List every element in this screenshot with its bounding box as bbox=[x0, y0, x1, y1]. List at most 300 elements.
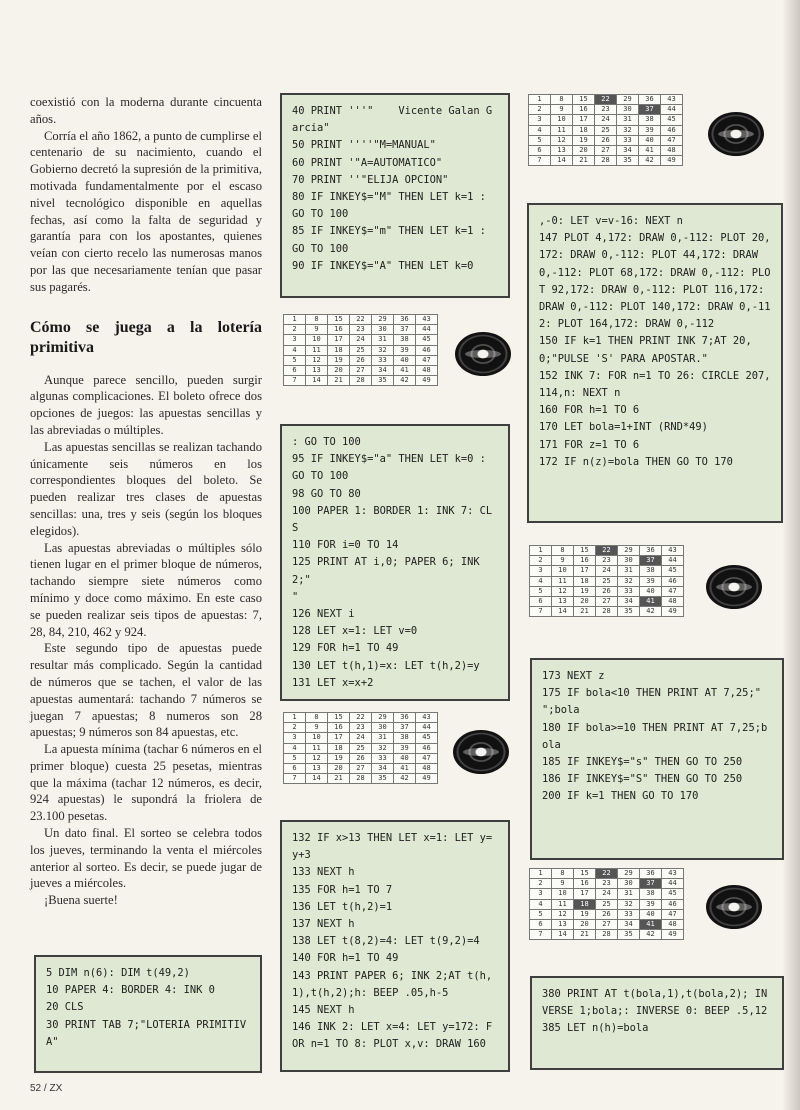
grid-cell: 1 bbox=[529, 95, 551, 105]
grid-cell: 39 bbox=[640, 576, 662, 586]
grid-cell: 37 bbox=[640, 879, 662, 889]
code-line: 5 DIM n(6): DIM t(49,2) bbox=[46, 967, 190, 979]
grid-cell: 41 bbox=[394, 763, 416, 773]
grid-cell: 11 bbox=[552, 899, 574, 909]
grid-row bbox=[530, 919, 684, 929]
grid-cell: 5 bbox=[530, 909, 552, 919]
grid-cell: 39 bbox=[394, 743, 416, 753]
code-line: 130 LET t(h,1)=x: LET t(h,2)=y bbox=[292, 659, 480, 672]
grid-row bbox=[284, 723, 438, 733]
grid-cell: 4 bbox=[529, 125, 551, 135]
grid-row bbox=[284, 376, 438, 386]
grid-cell: 21 bbox=[574, 930, 596, 940]
grid-cell: 48 bbox=[662, 596, 684, 606]
grid-cell: 20 bbox=[574, 596, 596, 606]
grid-cell: 10 bbox=[551, 115, 573, 125]
grid-cell: 15 bbox=[328, 713, 350, 723]
grid-cell: 6 bbox=[284, 763, 306, 773]
grid-cell: 18 bbox=[573, 125, 595, 135]
code-line: 136 LET t(h,2)=1 bbox=[292, 900, 393, 913]
grid-row bbox=[530, 909, 684, 919]
grid-cell: 44 bbox=[662, 556, 684, 566]
code-line: 60 PRINT '"A=AUTOMATICO" bbox=[292, 156, 443, 169]
grid-cell: 22 bbox=[350, 315, 372, 325]
grid-cell: 1 bbox=[530, 869, 552, 879]
lottery-drum-image bbox=[453, 730, 509, 774]
grid-cell: 38 bbox=[394, 733, 416, 743]
grid-cell: 12 bbox=[551, 135, 573, 145]
grid-cell: 32 bbox=[618, 899, 640, 909]
grid-cell: 36 bbox=[640, 546, 662, 556]
grid-row bbox=[530, 930, 684, 940]
grid-cell: 23 bbox=[596, 556, 618, 566]
code-line: 10 PAPER 4: BORDER 4: INK 0 bbox=[46, 984, 215, 997]
grid-cell: 32 bbox=[372, 743, 394, 753]
grid-cell: 10 bbox=[552, 566, 574, 576]
grid-cell: 44 bbox=[662, 879, 684, 889]
grid-cell: 7 bbox=[529, 156, 551, 166]
grid-cell: 42 bbox=[394, 376, 416, 386]
grid-cell: 6 bbox=[529, 145, 551, 155]
grid-cell: 15 bbox=[574, 546, 596, 556]
code-line: 147 PLOT 4,172: DRAW 0,-112: PLOT 20,172: DRAW 0,-112: PLOT 44,172: DRAW 0,-112: PLOT 68,172: DRAW 0,-112: PLOT 92,172: DRAW 0,-112: PLOT 116,172: DRAW 0,-112: PLOT 140,172: DRAW 0,-112: PLOT 164,172: DRAW 0,-112 bbox=[539, 232, 771, 331]
code-listing-1 bbox=[34, 955, 262, 1073]
grid-row bbox=[284, 355, 438, 365]
grid-cell: 45 bbox=[661, 115, 683, 125]
grid-row bbox=[284, 345, 438, 355]
grid-cell: 22 bbox=[596, 869, 618, 879]
code-line: 80 IF INKEY$="M" THEN LET k=1 : GO TO 100 bbox=[292, 191, 493, 221]
grid-cell: 16 bbox=[574, 879, 596, 889]
grid-cell: 47 bbox=[662, 586, 684, 596]
grid-row bbox=[530, 546, 684, 556]
grid-cell: 9 bbox=[306, 325, 328, 335]
grid-cell: 30 bbox=[372, 325, 394, 335]
grid-cell: 5 bbox=[284, 355, 306, 365]
grid-cell: 45 bbox=[416, 335, 438, 345]
grid-cell: 49 bbox=[416, 774, 438, 784]
code-line: 133 NEXT h bbox=[292, 866, 355, 879]
article-column bbox=[30, 94, 262, 909]
grid-cell: 38 bbox=[639, 115, 661, 125]
code-line: 172 IF n(z)=bola THEN GO TO 170 bbox=[539, 455, 733, 468]
grid-cell: 3 bbox=[284, 733, 306, 743]
grid-cell: 31 bbox=[372, 733, 394, 743]
grid-cell: 34 bbox=[618, 596, 640, 606]
grid-cell: 16 bbox=[328, 723, 350, 733]
code-listing-4 bbox=[280, 820, 510, 1072]
lottery-grid-3 bbox=[529, 545, 684, 617]
grid-cell: 10 bbox=[306, 335, 328, 345]
code-line: 90 IF INKEY$="A" THEN LET k=0 bbox=[292, 259, 474, 272]
grid-cell: 39 bbox=[639, 125, 661, 135]
grid-cell: 26 bbox=[350, 753, 372, 763]
grid-cell: 48 bbox=[416, 365, 438, 375]
code-listing-6 bbox=[530, 658, 784, 860]
grid-cell: 15 bbox=[573, 95, 595, 105]
grid-cell: 14 bbox=[551, 156, 573, 166]
grid-row bbox=[530, 879, 684, 889]
grid-cell: 43 bbox=[662, 546, 684, 556]
code-line: 186 IF INKEY$="S" THEN GO TO 250 bbox=[542, 773, 743, 786]
code-line: 160 FOR h=1 TO 6 bbox=[539, 404, 640, 417]
grid-cell: 8 bbox=[552, 546, 574, 556]
grid-cell: 31 bbox=[617, 115, 639, 125]
grid-cell: 5 bbox=[529, 135, 551, 145]
grid-cell: 31 bbox=[618, 889, 640, 899]
code-listing-5 bbox=[527, 203, 783, 523]
grid-cell: 35 bbox=[617, 156, 639, 166]
grid-cell: 27 bbox=[350, 365, 372, 375]
code-line: 180 IF bola>=10 THEN PRINT AT 7,25;bola bbox=[542, 721, 768, 751]
grid-cell: 47 bbox=[416, 355, 438, 365]
article-paragraph: coexistió con la moderna durante cincuenta años. bbox=[30, 95, 262, 126]
article-paragraph: Las apuestas sencillas se realizan tachando únicamente seis números en los correspondientes bloques del boleto. Se pueden realizar tres clases de apuestas sencillas: una, tres y seis (según los bloques elegidos). bbox=[30, 439, 262, 538]
lottery-drum-image bbox=[706, 565, 762, 609]
grid-cell: 19 bbox=[328, 355, 350, 365]
grid-cell: 38 bbox=[640, 566, 662, 576]
grid-row bbox=[284, 325, 438, 335]
grid-row bbox=[284, 365, 438, 375]
grid-cell: 45 bbox=[416, 733, 438, 743]
grid-cell: 35 bbox=[372, 774, 394, 784]
grid-cell: 11 bbox=[306, 743, 328, 753]
grid-cell: 21 bbox=[328, 376, 350, 386]
grid-cell: 8 bbox=[552, 869, 574, 879]
grid-cell: 45 bbox=[662, 566, 684, 576]
article-paragraph: Este segundo tipo de apuestas puede resultar más complicado. Según la cantidad de números que se tachen, el valor de las apuestas aumentará: tachando 7 números se juegan 7 apuestas; 8 numeros son 28 apuestas; 9 números son 84 apuestas, etc. bbox=[30, 641, 262, 740]
grid-cell: 11 bbox=[551, 125, 573, 135]
grid-cell: 27 bbox=[350, 763, 372, 773]
grid-row bbox=[284, 763, 438, 773]
code-line: 200 IF k=1 THEN GO TO 170 bbox=[542, 790, 699, 803]
lottery-grid-5 bbox=[529, 868, 684, 940]
grid-cell: 26 bbox=[596, 909, 618, 919]
grid-cell: 44 bbox=[416, 325, 438, 335]
grid-cell: 42 bbox=[639, 156, 661, 166]
grid-cell: 28 bbox=[596, 607, 618, 617]
grid-cell: 7 bbox=[530, 930, 552, 940]
code-listing-2 bbox=[280, 93, 510, 298]
grid-cell: 19 bbox=[573, 135, 595, 145]
grid-cell: 28 bbox=[350, 376, 372, 386]
article-paragraph: Corría el año 1862, a punto de cumplirse el centenario de su nacimiento, cuando el Gobierno decretó la supresión de la primitiva, motivada fundamentalmente por el escaso nivel tecnológico disponible en aquellas fechas, así como la falta de seguridad y garantía para con los apostantes, quienes veían con cierto recelo las numerosas manos por las que necesariamente tenían que pasar sus pagarés. bbox=[30, 128, 262, 294]
lottery-drum-image bbox=[455, 332, 511, 376]
grid-cell: 48 bbox=[416, 763, 438, 773]
code-line: 98 GO TO 80 bbox=[292, 487, 361, 500]
grid-cell: 24 bbox=[596, 566, 618, 576]
grid-row bbox=[284, 733, 438, 743]
grid-cell: 2 bbox=[530, 556, 552, 566]
lottery-drum-image bbox=[708, 112, 764, 156]
grid-cell: 1 bbox=[530, 546, 552, 556]
code-line: 380 PRINT AT t(bola,1),t(bola,2); INVERSE 1;bola;: INVERSE 0: BEEP .5,12 bbox=[542, 988, 768, 1018]
grid-cell: 3 bbox=[284, 335, 306, 345]
grid-cell: 25 bbox=[350, 345, 372, 355]
code-line: 30 PRINT TAB 7;"LOTERIA PRIMITIVA" bbox=[46, 1018, 247, 1048]
grid-cell: 45 bbox=[662, 889, 684, 899]
code-line: 110 FOR i=0 TO 14 bbox=[292, 539, 399, 552]
grid-cell: 43 bbox=[662, 869, 684, 879]
grid-cell: 12 bbox=[306, 753, 328, 763]
code-line: 100 PAPER 1: BORDER 1: INK 7: CLS bbox=[292, 504, 493, 535]
grid-cell: 33 bbox=[618, 909, 640, 919]
grid-cell: 9 bbox=[306, 723, 328, 733]
grid-cell: 34 bbox=[372, 763, 394, 773]
grid-cell: 46 bbox=[416, 743, 438, 753]
code-line: 145 NEXT h bbox=[292, 1004, 355, 1017]
grid-cell: 17 bbox=[328, 335, 350, 345]
grid-cell: 18 bbox=[328, 345, 350, 355]
grid-cell: 9 bbox=[552, 556, 574, 566]
code-listing-7 bbox=[530, 976, 784, 1070]
grid-cell: 19 bbox=[328, 753, 350, 763]
grid-cell: 8 bbox=[306, 315, 328, 325]
code-line: 150 IF k=1 THEN PRINT INK 7;AT 20,0;"PULSE 'S' PARA APOSTAR." bbox=[539, 335, 752, 365]
grid-cell: 37 bbox=[639, 105, 661, 115]
grid-row bbox=[529, 105, 683, 115]
grid-row bbox=[530, 586, 684, 596]
grid-cell: 7 bbox=[284, 376, 306, 386]
code-line: 126 NEXT i bbox=[292, 608, 355, 621]
grid-cell: 49 bbox=[661, 156, 683, 166]
grid-row bbox=[529, 125, 683, 135]
code-line: 135 FOR h=1 TO 7 bbox=[292, 883, 393, 896]
grid-cell: 36 bbox=[640, 869, 662, 879]
code-line: 85 IF INKEY$="m" THEN LET k=1 : GO TO 100 bbox=[292, 225, 493, 255]
grid-cell: 7 bbox=[530, 607, 552, 617]
grid-cell: 15 bbox=[574, 869, 596, 879]
grid-cell: 14 bbox=[552, 930, 574, 940]
grid-cell: 16 bbox=[574, 556, 596, 566]
grid-cell: 11 bbox=[552, 576, 574, 586]
code-line: 170 LET bola=1+INT (RND*49) bbox=[539, 421, 708, 434]
grid-row bbox=[529, 95, 683, 105]
code-line: 152 INK 7: FOR n=1 TO 26: CIRCLE 207,114,n: NEXT n bbox=[539, 369, 771, 400]
grid-cell: 43 bbox=[416, 713, 438, 723]
grid-cell: 17 bbox=[574, 566, 596, 576]
grid-cell: 10 bbox=[552, 889, 574, 899]
grid-cell: 6 bbox=[530, 919, 552, 929]
grid-cell: 27 bbox=[596, 919, 618, 929]
grid-cell: 23 bbox=[595, 105, 617, 115]
code-line: 129 FOR h=1 TO 49 bbox=[292, 642, 399, 655]
grid-cell: 31 bbox=[372, 335, 394, 345]
page-edge-shadow bbox=[782, 0, 800, 1110]
grid-cell: 18 bbox=[328, 743, 350, 753]
grid-cell: 44 bbox=[661, 105, 683, 115]
grid-cell: 13 bbox=[306, 763, 328, 773]
grid-cell: 21 bbox=[328, 774, 350, 784]
code-line: 138 LET t(8,2)=4: LET t(9,2)=4 bbox=[292, 935, 480, 948]
grid-cell: 15 bbox=[328, 315, 350, 325]
grid-row bbox=[529, 115, 683, 125]
grid-cell: 6 bbox=[284, 365, 306, 375]
grid-cell: 33 bbox=[372, 355, 394, 365]
grid-cell: 20 bbox=[328, 763, 350, 773]
code-line: 137 NEXT h bbox=[292, 918, 355, 931]
grid-row bbox=[529, 145, 683, 155]
grid-row bbox=[530, 576, 684, 586]
grid-cell: 31 bbox=[618, 566, 640, 576]
grid-cell: 24 bbox=[350, 335, 372, 345]
grid-cell: 35 bbox=[618, 930, 640, 940]
grid-cell: 40 bbox=[640, 586, 662, 596]
code-line: : GO TO 100 bbox=[292, 436, 361, 448]
grid-cell: 23 bbox=[596, 879, 618, 889]
grid-cell: 19 bbox=[574, 586, 596, 596]
grid-cell: 5 bbox=[530, 586, 552, 596]
grid-cell: 4 bbox=[530, 899, 552, 909]
grid-cell: 46 bbox=[416, 345, 438, 355]
grid-cell: 40 bbox=[639, 135, 661, 145]
grid-cell: 21 bbox=[573, 156, 595, 166]
grid-cell: 33 bbox=[617, 135, 639, 145]
grid-row bbox=[284, 713, 438, 723]
code-line: 128 LET x=1: LET v=0 bbox=[292, 625, 418, 638]
grid-cell: 22 bbox=[596, 546, 618, 556]
grid-cell: 49 bbox=[416, 376, 438, 386]
grid-cell: 3 bbox=[530, 889, 552, 899]
grid-cell: 2 bbox=[530, 879, 552, 889]
grid-cell: 40 bbox=[640, 909, 662, 919]
grid-cell: 22 bbox=[350, 713, 372, 723]
grid-cell: 24 bbox=[596, 889, 618, 899]
grid-cell: 1 bbox=[284, 315, 306, 325]
grid-cell: 12 bbox=[552, 909, 574, 919]
grid-cell: 32 bbox=[372, 345, 394, 355]
grid-cell: 35 bbox=[372, 376, 394, 386]
grid-cell: 42 bbox=[640, 930, 662, 940]
lottery-grid-4 bbox=[283, 712, 438, 784]
grid-cell: 49 bbox=[662, 607, 684, 617]
code-line: 185 IF INKEY$="s" THEN GO TO 250 bbox=[542, 756, 743, 769]
grid-cell: 17 bbox=[574, 889, 596, 899]
code-listing-3 bbox=[280, 424, 510, 701]
grid-row bbox=[529, 156, 683, 166]
grid-row bbox=[284, 753, 438, 763]
code-line: 70 PRINT ''"ELIJA OPCION" bbox=[292, 173, 449, 186]
grid-cell: 47 bbox=[416, 753, 438, 763]
grid-cell: 13 bbox=[552, 596, 574, 606]
code-line: 40 PRINT '''" Vicente Galan Garcia" bbox=[292, 105, 493, 135]
lottery-grid-2 bbox=[283, 314, 438, 386]
grid-row bbox=[284, 743, 438, 753]
grid-cell: 47 bbox=[661, 135, 683, 145]
grid-cell: 36 bbox=[394, 713, 416, 723]
grid-cell: 7 bbox=[284, 774, 306, 784]
grid-cell: 46 bbox=[662, 899, 684, 909]
grid-cell: 46 bbox=[662, 576, 684, 586]
lottery-grid-1 bbox=[528, 94, 683, 166]
article-paragraph: ¡Buena suerte! bbox=[44, 893, 118, 908]
grid-cell: 30 bbox=[618, 879, 640, 889]
grid-cell: 24 bbox=[595, 115, 617, 125]
grid-cell: 9 bbox=[552, 879, 574, 889]
grid-cell: 22 bbox=[595, 95, 617, 105]
grid-cell: 17 bbox=[573, 115, 595, 125]
grid-cell: 25 bbox=[596, 576, 618, 586]
grid-cell: 36 bbox=[394, 315, 416, 325]
grid-cell: 6 bbox=[530, 596, 552, 606]
grid-cell: 17 bbox=[328, 733, 350, 743]
grid-cell: 19 bbox=[574, 909, 596, 919]
grid-row bbox=[530, 566, 684, 576]
grid-cell: 2 bbox=[284, 325, 306, 335]
grid-cell: 12 bbox=[552, 586, 574, 596]
grid-cell: 8 bbox=[551, 95, 573, 105]
grid-cell: 30 bbox=[618, 556, 640, 566]
code-line: ,-0: LET v=v-16: NEXT n bbox=[539, 215, 683, 227]
grid-cell: 36 bbox=[639, 95, 661, 105]
grid-cell: 21 bbox=[574, 607, 596, 617]
grid-cell: 40 bbox=[394, 753, 416, 763]
grid-cell: 13 bbox=[552, 919, 574, 929]
grid-cell: 23 bbox=[350, 723, 372, 733]
grid-cell: 2 bbox=[529, 105, 551, 115]
grid-cell: 26 bbox=[596, 586, 618, 596]
grid-cell: 39 bbox=[640, 899, 662, 909]
grid-cell: 26 bbox=[350, 355, 372, 365]
lottery-drum-image bbox=[706, 885, 762, 929]
grid-cell: 25 bbox=[350, 743, 372, 753]
article-heading: Cómo se juega a la lotería primitiva bbox=[30, 318, 262, 356]
grid-cell: 23 bbox=[350, 325, 372, 335]
grid-cell: 27 bbox=[596, 596, 618, 606]
grid-cell: 14 bbox=[552, 607, 574, 617]
grid-cell: 24 bbox=[350, 733, 372, 743]
grid-cell: 41 bbox=[394, 365, 416, 375]
grid-cell: 37 bbox=[394, 325, 416, 335]
grid-cell: 34 bbox=[618, 919, 640, 929]
grid-cell: 37 bbox=[640, 556, 662, 566]
grid-cell: 14 bbox=[306, 376, 328, 386]
code-line: 125 PRINT AT i,0; PAPER 6; INK 2;" " bbox=[292, 556, 499, 603]
grid-cell: 16 bbox=[328, 325, 350, 335]
grid-cell: 38 bbox=[640, 889, 662, 899]
grid-row bbox=[530, 889, 684, 899]
grid-cell: 29 bbox=[618, 546, 640, 556]
grid-cell: 29 bbox=[617, 95, 639, 105]
grid-cell: 33 bbox=[618, 586, 640, 596]
code-line: 175 IF bola<10 THEN PRINT AT 7,25;" ";bola bbox=[542, 687, 768, 717]
grid-cell: 30 bbox=[372, 723, 394, 733]
grid-cell: 18 bbox=[574, 576, 596, 586]
grid-cell: 5 bbox=[284, 753, 306, 763]
grid-cell: 28 bbox=[595, 156, 617, 166]
grid-cell: 48 bbox=[661, 145, 683, 155]
page-footer: 52 / ZX bbox=[30, 1083, 63, 1094]
grid-cell: 28 bbox=[596, 930, 618, 940]
grid-row bbox=[530, 607, 684, 617]
grid-cell: 35 bbox=[618, 607, 640, 617]
grid-row bbox=[284, 335, 438, 345]
grid-row bbox=[529, 135, 683, 145]
grid-cell: 1 bbox=[284, 713, 306, 723]
code-line: 131 LET x=x+2 bbox=[292, 676, 374, 689]
code-line: 132 IF x>13 THEN LET x=1: LET y=y+3 bbox=[292, 832, 493, 862]
grid-cell: 2 bbox=[284, 723, 306, 733]
grid-cell: 20 bbox=[573, 145, 595, 155]
grid-cell: 42 bbox=[640, 607, 662, 617]
article-paragraph: Las apuestas abreviadas o múltiples sólo tienen lugar en el primer bloque de números, tachando siempre siete números como mínimo y doce como máximo. En este caso se pueden realizar seis tipos de apuestas: 7, 28, 84, 210, 462 y 924. bbox=[30, 540, 262, 639]
grid-row bbox=[530, 899, 684, 909]
code-line: 146 INK 2: LET x=4: LET y=172: FOR n=1 TO 8: PLOT x,v: DRAW 160 bbox=[292, 1021, 493, 1051]
grid-row bbox=[530, 556, 684, 566]
grid-cell: 27 bbox=[595, 145, 617, 155]
grid-cell: 48 bbox=[662, 919, 684, 929]
grid-cell: 10 bbox=[306, 733, 328, 743]
